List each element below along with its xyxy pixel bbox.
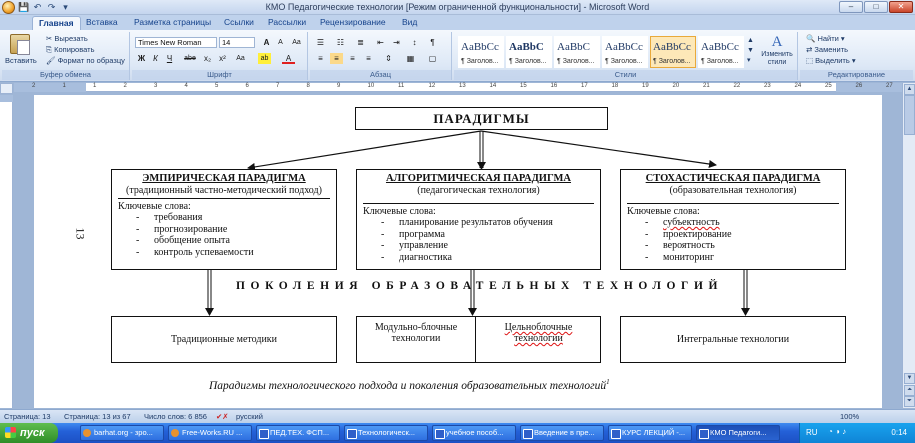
paste-button[interactable]: Вставить — [5, 56, 37, 65]
paradigm-divider — [627, 203, 839, 204]
list-item: - программа — [357, 229, 600, 241]
justify-icon[interactable]: ≡ — [366, 54, 371, 63]
style-sample: AaBbC — [557, 41, 590, 53]
ruler-number: 25 — [825, 83, 832, 89]
minimize-button[interactable]: – — [839, 1, 863, 13]
highlight-button[interactable]: ab — [258, 53, 271, 64]
ruler-number: 26 — [855, 83, 863, 89]
list-item: - прогнозирование — [112, 224, 336, 236]
ruler-number: 22 — [733, 83, 741, 89]
tab-selector[interactable] — [0, 83, 13, 94]
style-heading-5[interactable] — [650, 36, 696, 68]
title-bar — [0, 0, 915, 15]
change-case-button[interactable]: Aa — [236, 55, 245, 62]
styles-scroll-down-icon[interactable]: ▼ — [747, 47, 754, 54]
scroll-up-icon[interactable]: ▲ — [904, 84, 915, 95]
qat-more-icon[interactable]: ▾ — [63, 2, 68, 12]
replace-button[interactable]: ⇄ Заменить — [806, 45, 849, 54]
styles-scroll-up-icon[interactable]: ▲ — [747, 37, 754, 44]
ruler-number: 18 — [611, 83, 619, 89]
ruler-number: 1 — [93, 83, 97, 89]
stochastic-paradigm-box — [620, 169, 846, 270]
style-heading-6[interactable] — [698, 36, 744, 68]
copy-button[interactable]: ⎘ Копировать — [46, 45, 95, 54]
taskbar-item[interactable]: ПЕД.ТЕХ. ФСП... — [256, 425, 340, 441]
taskbar-item[interactable]: barhat.org - зро... — [80, 425, 164, 441]
figure-caption — [209, 378, 610, 392]
clock[interactable]: 0:14 — [891, 428, 907, 437]
ruler-number: 21 — [703, 83, 710, 89]
tab-references[interactable]: Ссылки — [224, 17, 254, 27]
style-heading-2[interactable] — [506, 36, 552, 68]
borders-icon[interactable]: ▢ — [428, 54, 437, 63]
modular-block-label: Модульно-блочные технологии — [374, 322, 458, 344]
status-language[interactable]: русский — [236, 412, 263, 421]
undo-icon[interactable]: ↶ — [33, 2, 42, 12]
numbering-icon[interactable]: ☷ — [336, 38, 345, 47]
prev-page-icon[interactable]: ⏶ — [904, 385, 915, 396]
keywords-list — [621, 217, 845, 263]
find-label: Найти — [817, 34, 839, 43]
styles-more-icon[interactable]: ▾ — [747, 57, 751, 64]
editing-group — [800, 32, 913, 80]
decrease-indent-icon[interactable]: ⇤ — [377, 38, 384, 47]
algorithmic-paradigm-box — [356, 169, 601, 270]
ruler-number: 5 — [215, 83, 219, 89]
window-title: КМО Педагогические технологии [Режим ограниченной функциональности] - Microsoft Word — [265, 2, 650, 12]
font-group-label: Шрифт — [132, 70, 307, 80]
keywords-label: Ключевые слова: — [363, 206, 436, 217]
shrink-font-button[interactable]: A — [278, 39, 283, 46]
system-tray — [799, 423, 915, 443]
increase-indent-icon[interactable]: ⇥ — [393, 38, 400, 47]
traditional-methods-box — [111, 316, 337, 363]
ruler-number: 27 — [886, 83, 893, 89]
keywords-list — [112, 212, 336, 258]
shading-icon[interactable]: ▦ — [406, 54, 415, 63]
ruler-number: 15 — [520, 83, 527, 89]
list-item: - планирование результатов обучения — [357, 217, 600, 229]
list-item: - мониторинг — [621, 252, 845, 264]
styles-group-label: Стили — [454, 70, 797, 80]
tab-insert[interactable]: Вставка — [86, 17, 118, 27]
list-item: - субъектность — [621, 217, 845, 229]
maximize-button[interactable]: □ — [864, 1, 888, 13]
subscript-button[interactable]: x₂ — [203, 54, 212, 63]
font-group — [132, 32, 308, 80]
tab-review[interactable]: Рецензирование — [320, 17, 386, 27]
cut-button[interactable]: ✂ Вырезать — [46, 34, 88, 43]
list-item: - обобщение опыта — [112, 235, 336, 247]
generation-divider — [475, 317, 476, 362]
align-left-icon[interactable]: ≡ — [318, 54, 323, 63]
styles-group — [454, 32, 798, 80]
ruler-number: 24 — [794, 83, 802, 89]
horizontal-ruler[interactable] — [14, 83, 902, 92]
scroll-down-icon[interactable]: ▼ — [904, 373, 915, 384]
clear-format-button[interactable]: Aa — [292, 39, 301, 46]
style-name: ¶ Заголов... — [605, 58, 643, 65]
keywords-label: Ключевые слова: — [118, 201, 191, 212]
select-label: Выделить — [815, 56, 850, 65]
keywords-list — [357, 217, 600, 263]
style-name: ¶ Заголов... — [701, 58, 739, 65]
vertical-ruler[interactable] — [0, 95, 13, 408]
taskbar — [0, 423, 915, 443]
tray-icons[interactable]: ◔ ◑ ♪ — [828, 427, 847, 436]
status-words[interactable]: Число слов: 6 856 — [144, 412, 207, 421]
ribbon — [0, 30, 915, 82]
format-painter-label: Формат по образцу — [57, 56, 125, 65]
superscript-button[interactable]: x² — [219, 54, 226, 63]
align-center-icon[interactable]: ≡ — [330, 53, 343, 64]
align-right-icon[interactable]: ≡ — [350, 54, 355, 63]
multilevel-list-icon[interactable]: ≣ — [357, 38, 364, 47]
taskbar-item[interactable]: Введение в пре... — [520, 425, 604, 441]
style-sample: AaBbCc — [605, 41, 643, 53]
tab-home[interactable]: Главная — [32, 16, 81, 30]
taskbar-item[interactable]: Технологическ... — [344, 425, 428, 441]
whole-block-label: Цельноблочные технологии — [504, 322, 573, 344]
style-heading-4[interactable] — [602, 36, 648, 68]
paradigm-subtitle: (педагогическая технология) — [417, 185, 540, 196]
line-spacing-icon[interactable]: ⇕ — [385, 54, 392, 63]
page-number: 13 — [73, 227, 88, 240]
ruler-number: 8 — [306, 83, 310, 89]
vertical-scrollbar[interactable] — [902, 83, 915, 408]
font-size-select[interactable]: 14 — [219, 37, 255, 48]
style-name: ¶ Заголов... — [653, 58, 691, 65]
editing-group-label: Редактирование — [800, 70, 913, 80]
find-button[interactable]: 🔍 Найти ▾ — [806, 34, 845, 43]
ruler-number: 6 — [245, 83, 249, 89]
ruler-number: 14 — [489, 83, 497, 89]
clipboard-group-label: Буфер обмена — [2, 70, 129, 80]
clipboard-group — [2, 32, 130, 80]
generation-label: Интегральные технологии — [676, 334, 790, 345]
font-name-select[interactable]: Times New Roman — [135, 37, 217, 48]
style-heading-1[interactable] — [458, 36, 504, 68]
ruler-number: 23 — [764, 83, 771, 89]
style-sample: AaBbC — [509, 41, 544, 53]
ruler-number: 2 — [123, 83, 127, 89]
ruler-number: 17 — [581, 83, 588, 89]
ruler-top-margin — [0, 95, 13, 102]
bullets-icon[interactable]: ☰ — [316, 38, 325, 47]
strikethrough-button[interactable]: abe — [184, 55, 196, 62]
next-page-icon[interactable]: ⏷ — [904, 396, 915, 407]
spellcheck-icon[interactable]: ✔✗ — [216, 412, 229, 421]
ruler-number: 20 — [672, 83, 680, 89]
tab-mailings[interactable]: Рассылки — [268, 17, 307, 27]
list-item: - требования — [112, 212, 336, 224]
list-item: - вероятность — [621, 240, 845, 252]
ruler-number: 4 — [184, 83, 188, 89]
ruler-number: 13 — [459, 83, 466, 89]
list-item: - диагностика — [357, 252, 600, 264]
ruler-number: 11 — [398, 83, 405, 89]
start-button[interactable]: пуск — [0, 423, 58, 443]
style-sample: AaBbCc — [701, 41, 739, 53]
paradigm-subtitle: (образовательная технология) — [669, 185, 797, 196]
style-sample: AaBbCc — [461, 41, 499, 53]
ruler-number: 16 — [550, 83, 558, 89]
caption-footnote: 1 — [606, 378, 610, 386]
list-item: - проектирование — [621, 229, 845, 241]
ruler-number: 12 — [428, 83, 436, 89]
cut-label: Вырезать — [54, 34, 88, 43]
redo-icon[interactable]: ↷ — [47, 2, 56, 12]
generation-label: Традиционные методики — [170, 334, 278, 345]
list-item: - управление — [357, 240, 600, 252]
ruler-number: 7 — [276, 83, 280, 89]
change-styles-button[interactable]: Изменить стили — [761, 51, 793, 66]
scroll-thumb[interactable] — [904, 95, 915, 135]
close-button[interactable]: ✕ — [889, 1, 913, 13]
format-painter-button[interactable]: 🖌 Формат по образцу — [46, 56, 125, 65]
paradigm-title: АЛГОРИТМИЧЕСКАЯ ПАРАДИГМА — [385, 173, 572, 184]
taskbar-item[interactable]: КУРС ЛЕКЦИЙ -... — [608, 425, 692, 441]
tab-view[interactable]: Вид — [402, 17, 418, 27]
status-pages[interactable]: Страница: 13 из 67 — [64, 412, 131, 421]
ruler-number: 3 — [154, 83, 158, 89]
ruler-number: 19 — [642, 83, 649, 89]
style-sample: AaBbCc — [653, 41, 691, 53]
ruler-left-margin — [14, 83, 86, 92]
ruler-number: 2 — [32, 83, 36, 89]
empirical-paradigm-box — [111, 169, 337, 270]
window-controls — [839, 1, 913, 13]
style-name: ¶ Заголов... — [461, 58, 499, 65]
taskbar-item[interactable]: Free-Works.RU ... — [168, 425, 252, 441]
ruler-number: 9 — [337, 83, 341, 89]
paradigms-header-box: ПАРАДИГМЫ — [355, 107, 608, 130]
modular-block-box — [356, 316, 601, 363]
taskbar-item-active[interactable]: КМО Педагоги... — [696, 425, 780, 441]
list-item: - контроль успеваемости — [112, 247, 336, 259]
bold-button[interactable]: Ж — [137, 54, 146, 63]
paradigm-title: ЭМПИРИЧЕСКАЯ ПАРАДИГМА — [142, 173, 306, 184]
paradigm-divider — [118, 198, 330, 199]
tab-page-layout[interactable]: Разметка страницы — [134, 17, 212, 27]
ribbon-tabs — [0, 15, 915, 30]
paradigm-divider — [363, 203, 594, 204]
status-zoom[interactable]: 100% — [840, 412, 860, 421]
paradigm-subtitle: (традиционный частно-методический подход) — [126, 185, 322, 196]
replace-label: Заменить — [814, 45, 849, 54]
style-name: ¶ Заголов... — [557, 58, 595, 65]
ruler-number: 10 — [367, 83, 375, 89]
change-styles-icon[interactable]: A — [771, 34, 783, 50]
paradigm-title: СТОХАСТИЧЕСКАЯ ПАРАДИГМА — [645, 173, 821, 184]
paste-icon[interactable] — [10, 34, 30, 54]
italic-button[interactable]: К — [153, 54, 158, 63]
keywords-label: Ключевые слова: — [627, 206, 700, 217]
underline-button[interactable]: Ч — [166, 54, 173, 63]
status-bar — [0, 409, 915, 423]
copy-label: Копировать — [54, 45, 95, 54]
integral-technologies-box — [620, 316, 846, 363]
taskbar-item[interactable]: учебное пособ... — [432, 425, 516, 441]
generations-title: ПОКОЛЕНИЯ ОБРАЗОВАТЕЛЬНЫХ ТЕХНОЛОГИЙ — [236, 280, 724, 292]
paragraph-group-label: Абзац — [310, 70, 451, 80]
select-button[interactable]: ⬚ Выделить ▾ — [806, 56, 856, 65]
style-heading-3[interactable] — [554, 36, 600, 68]
font-color-button[interactable]: A — [282, 53, 295, 64]
pilcrow-icon[interactable]: ¶ — [430, 38, 435, 47]
language-indicator[interactable]: RU — [806, 428, 818, 437]
ruler-number: 1 — [62, 83, 66, 89]
status-page[interactable]: Страница: 13 — [4, 412, 51, 421]
caption-text: Парадигмы технологического подхода и поколения образовательных технологий — [209, 379, 607, 392]
paragraph-group — [310, 32, 452, 80]
grow-font-button[interactable]: A — [263, 38, 270, 47]
save-icon[interactable]: 💾 — [18, 2, 30, 12]
sort-icon[interactable]: ↕ — [412, 38, 417, 47]
style-name: ¶ Заголов... — [509, 58, 547, 65]
